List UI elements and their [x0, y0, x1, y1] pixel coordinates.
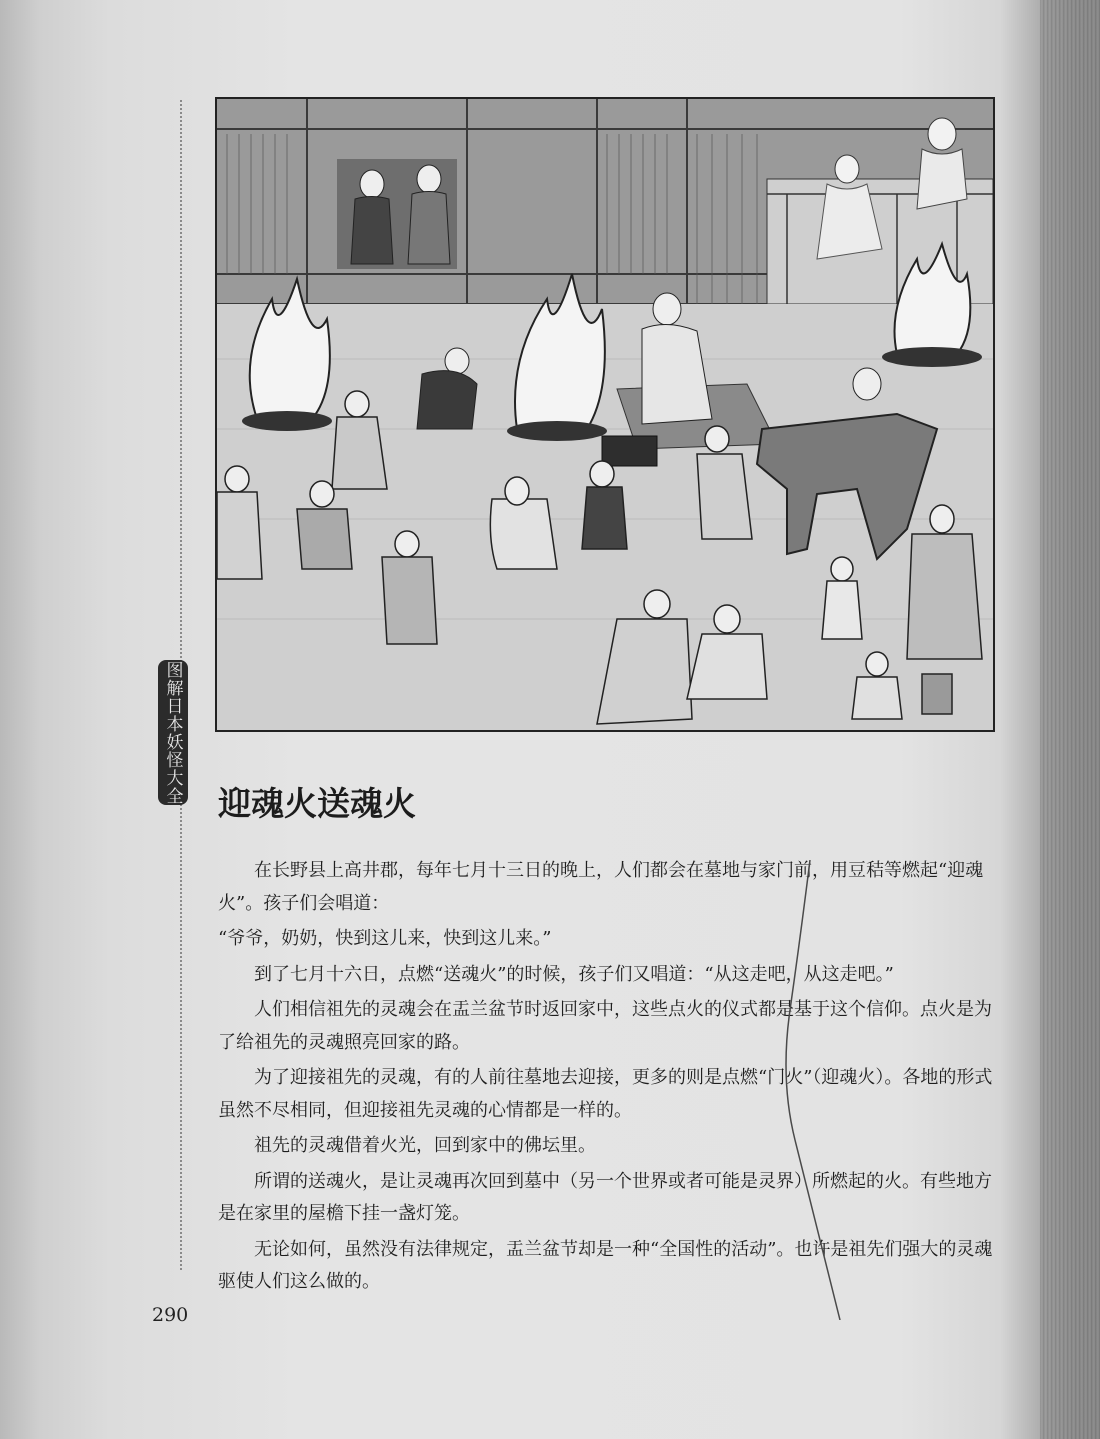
- paragraph: “爷爷，奶奶，快到这儿来，快到这儿来。”: [218, 928, 552, 949]
- illustration: [215, 97, 995, 732]
- book-fore-edge: [1040, 0, 1100, 1439]
- paragraph: 所谓的送魂火，是让灵魂再次回到墓中（另一个世界或者可能是灵界）所燃起的火。有些地方是在家里的屋檐下挂一盏灯笼。: [218, 1170, 992, 1224]
- side-tab-label: 图解日本妖怪大全: [162, 660, 183, 805]
- paragraph: 为了迎接祖先的灵魂，有的人前往墓地去迎接，更多的则是点燃“门火”（迎魂火）。各地的形式虽然不尽相同，但迎接祖先灵魂的心情都是一样的。: [218, 1067, 993, 1121]
- paragraph: 祖先的灵魂借着火光，回到家中的佛坛里。: [254, 1135, 596, 1156]
- paragraph: 在长野县上高井郡，每年七月十三日的晚上，人们都会在墓地与家门前，用豆秸等燃起“迎魂火”。孩子们会唱道：: [218, 860, 984, 914]
- body-text: [218, 855, 1000, 1302]
- page-number: 290: [152, 1304, 189, 1326]
- side-tab: [158, 660, 188, 805]
- bookmark-ribbon: [770, 860, 860, 1320]
- paragraph: 人们相信祖先的灵魂会在盂兰盆节时返回家中，这些点火的仪式都是基于这个信仰。点火是为了给祖先的灵魂照亮回家的路。: [218, 999, 992, 1053]
- illustration-drawing: [217, 99, 993, 730]
- page-title: 迎魂火送魂火: [218, 784, 416, 823]
- paragraph: 无论如何，虽然没有法律规定，盂兰盆节却是一种“全国性的活动”。也许是祖先们强大的灵魂驱使人们这么做的。: [218, 1238, 993, 1292]
- paragraph: 到了七月十六日，点燃“送魂火”的时候，孩子们又唱道：“从这走吧，从这走吧。”: [254, 963, 894, 985]
